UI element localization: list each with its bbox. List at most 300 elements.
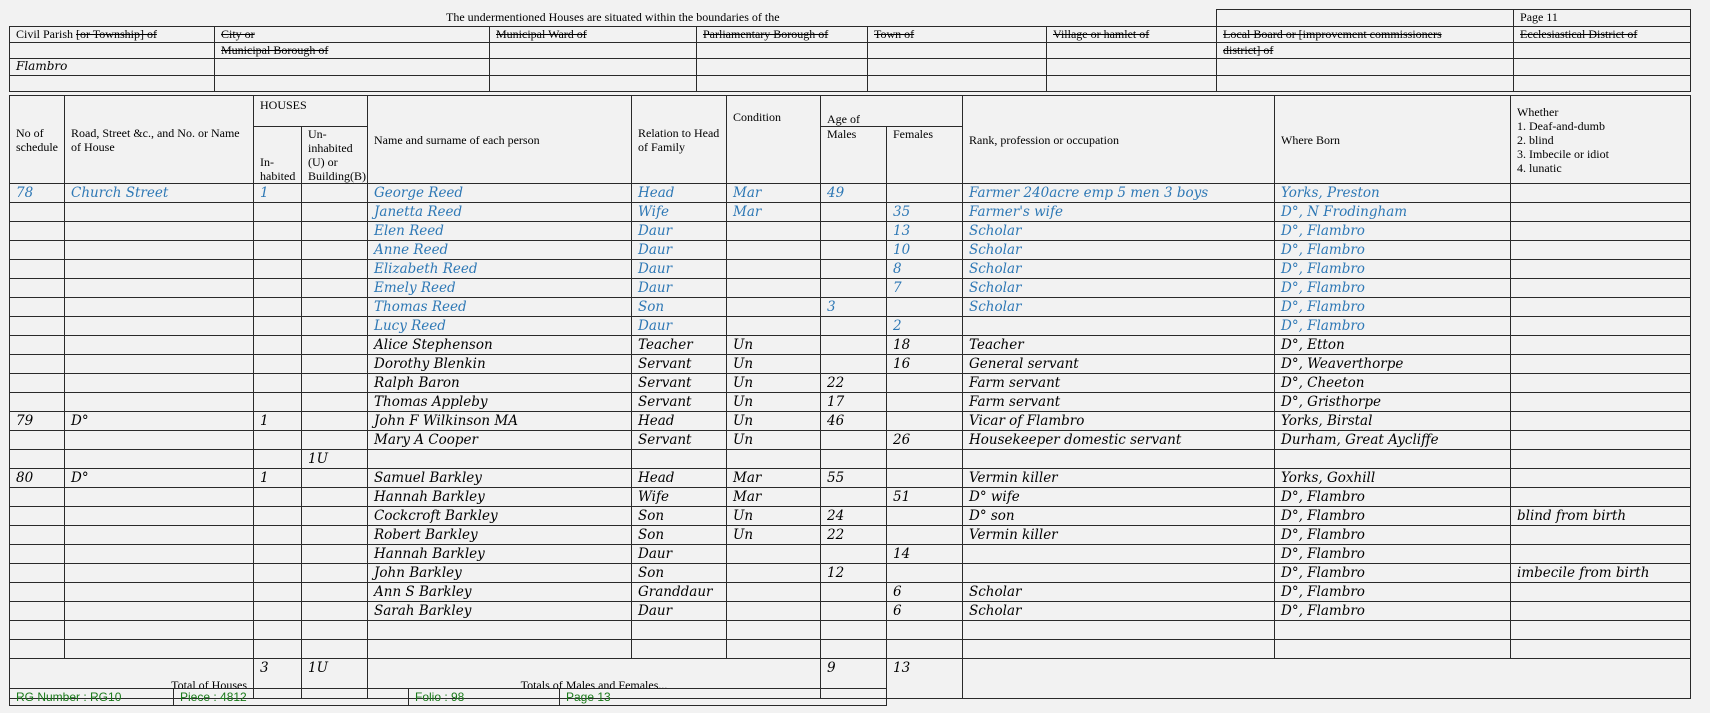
relation: Daur (632, 260, 727, 279)
age-female (887, 450, 963, 469)
person-name (368, 450, 632, 469)
occupation: Vermin killer (963, 526, 1275, 545)
infirmity (1511, 602, 1691, 621)
occupation: Scholar (963, 260, 1275, 279)
age-male (821, 602, 887, 621)
uninhabited-count (302, 602, 368, 621)
census-sheet (9, 9, 1690, 699)
age-male (821, 639, 887, 658)
schedule-no (10, 639, 65, 658)
age-male: 46 (821, 412, 887, 431)
table-row (10, 279, 1691, 298)
uninhabited-count (302, 393, 368, 412)
inhabited-count (254, 488, 302, 507)
parish-value: Flambro (10, 59, 215, 76)
inhabited-count (254, 621, 302, 640)
uninhabited-count (302, 488, 368, 507)
inhabited-count: 1 (254, 412, 302, 431)
where-born: Yorks, Goxhill (1275, 469, 1511, 488)
road-name (65, 260, 254, 279)
table-row (10, 431, 1691, 450)
road-name: D° (65, 412, 254, 431)
uninhabited-count (302, 431, 368, 450)
census-table (9, 95, 1691, 699)
age-female (887, 393, 963, 412)
table-row (10, 412, 1691, 431)
where-born: Yorks, Birstal (1275, 412, 1511, 431)
road-name: Church Street (65, 184, 254, 203)
where-born: D°, Flambro (1275, 507, 1511, 526)
relation: Servant (632, 431, 727, 450)
occupation (963, 545, 1275, 564)
where-born: D°, Flambro (1275, 488, 1511, 507)
condition (727, 639, 821, 658)
condition: Un (727, 393, 821, 412)
road-name (65, 317, 254, 336)
age-male: 24 (821, 507, 887, 526)
road-name (65, 336, 254, 355)
road-name (65, 583, 254, 602)
col-condition: Condition (727, 96, 821, 184)
table-row (10, 469, 1691, 488)
infirmity (1511, 184, 1691, 203)
age-male (821, 583, 887, 602)
schedule-no (10, 602, 65, 621)
inhabited-count (254, 393, 302, 412)
schedule-no (10, 545, 65, 564)
col-females: Females (887, 127, 963, 184)
relation: Servant (632, 393, 727, 412)
piece-number: Piece : 4812 (174, 689, 409, 705)
occupation: Farm servant (963, 393, 1275, 412)
inhabited-count (254, 431, 302, 450)
age-female: 18 (887, 336, 963, 355)
infirmity (1511, 431, 1691, 450)
condition (727, 317, 821, 336)
age-female (887, 374, 963, 393)
road-name (65, 526, 254, 545)
age-female: 16 (887, 355, 963, 374)
person-name: Ralph Baron (368, 374, 632, 393)
occupation: Scholar (963, 602, 1275, 621)
col-uninhabited: Un-inhabited (U) or Building(B) (302, 127, 368, 184)
age-female (887, 639, 963, 658)
person-name: Emely Reed (368, 279, 632, 298)
col-whether: Whether 1. Deaf-and-dumb 2. blind 3. Imbecile or idiot 4. lunatic (1511, 96, 1691, 184)
condition (727, 222, 821, 241)
condition (727, 583, 821, 602)
age-female: 35 (887, 203, 963, 222)
inhabited-count (254, 583, 302, 602)
table-row (10, 621, 1691, 640)
where-born: D°, Etton (1275, 336, 1511, 355)
city-label: City or (215, 27, 490, 43)
schedule-no (10, 374, 65, 393)
road-name (65, 222, 254, 241)
age-female (887, 469, 963, 488)
road-name (65, 564, 254, 583)
relation: Daur (632, 317, 727, 336)
occupation (963, 564, 1275, 583)
occupation: Farm servant (963, 374, 1275, 393)
person-name: George Reed (368, 184, 632, 203)
occupation: D° son (963, 507, 1275, 526)
occupation (963, 450, 1275, 469)
uninhabited-count (302, 260, 368, 279)
table-row (10, 639, 1691, 658)
schedule-no (10, 583, 65, 602)
person-name: Lucy Reed (368, 317, 632, 336)
uninhabited-count (302, 639, 368, 658)
age-female (887, 184, 963, 203)
schedule-no (10, 507, 65, 526)
uninhabited-count (302, 507, 368, 526)
col-name: Name and surname of each person (368, 96, 632, 184)
age-female: 6 (887, 583, 963, 602)
age-female: 6 (887, 602, 963, 621)
col-males: Males (821, 127, 887, 184)
person-name: Hannah Barkley (368, 545, 632, 564)
schedule-no (10, 526, 65, 545)
total-persons-label: Totals of Males and Females... (368, 658, 821, 698)
road-name (65, 545, 254, 564)
uninhabited-count (302, 545, 368, 564)
age-female: 51 (887, 488, 963, 507)
age-male: 22 (821, 526, 887, 545)
condition (727, 298, 821, 317)
age-female (887, 298, 963, 317)
age-male (821, 279, 887, 298)
inhabited-count (254, 203, 302, 222)
where-born: D°, Weaverthorpe (1275, 355, 1511, 374)
occupation: Vicar of Flambro (963, 412, 1275, 431)
age-male (821, 222, 887, 241)
total-females: 13 (887, 658, 963, 698)
inhabited-count (254, 374, 302, 393)
infirmity (1511, 336, 1691, 355)
inhabited-count (254, 222, 302, 241)
table-row (10, 602, 1691, 621)
person-name (368, 639, 632, 658)
infirmity (1511, 583, 1691, 602)
age-female: 8 (887, 260, 963, 279)
age-female (887, 564, 963, 583)
age-male (821, 203, 887, 222)
condition (727, 241, 821, 260)
inhabited-count (254, 507, 302, 526)
age-male (821, 621, 887, 640)
condition (727, 621, 821, 640)
condition (727, 545, 821, 564)
relation: Son (632, 564, 727, 583)
condition (727, 260, 821, 279)
age-male: 17 (821, 393, 887, 412)
relation: Wife (632, 203, 727, 222)
infirmity (1511, 488, 1691, 507)
inhabited-count: 1 (254, 184, 302, 203)
where-born: D°, Flambro (1275, 602, 1511, 621)
schedule-no: 79 (10, 412, 65, 431)
table-row (10, 203, 1691, 222)
age-male (821, 317, 887, 336)
condition (727, 564, 821, 583)
uninhabited-count (302, 317, 368, 336)
inhabited-count (254, 298, 302, 317)
person-name: Ann S Barkley (368, 583, 632, 602)
col-where-born: Where Born (1275, 96, 1511, 184)
age-female: 10 (887, 241, 963, 260)
schedule-no (10, 222, 65, 241)
uninhabited-count: 1U (302, 450, 368, 469)
header-blank (1217, 10, 1514, 27)
where-born: D°, Flambro (1275, 317, 1511, 336)
inhabited-count (254, 526, 302, 545)
uninhabited-count (302, 621, 368, 640)
total-inhabited: 3 (254, 658, 302, 698)
where-born (1275, 621, 1511, 640)
where-born: D°, Flambro (1275, 260, 1511, 279)
header-table (9, 9, 1691, 92)
schedule-no (10, 450, 65, 469)
road-name (65, 241, 254, 260)
inhabited-count: 1 (254, 469, 302, 488)
infirmity (1511, 450, 1691, 469)
table-row (10, 374, 1691, 393)
where-born: D°, Gristhorpe (1275, 393, 1511, 412)
col-rank: Rank, profession or occupation (963, 96, 1275, 184)
person-name: Robert Barkley (368, 526, 632, 545)
relation: Head (632, 412, 727, 431)
village-label: Village or hamlet of (1047, 27, 1217, 43)
schedule-no (10, 431, 65, 450)
age-male (821, 260, 887, 279)
uninhabited-count (302, 203, 368, 222)
person-name: Janetta Reed (368, 203, 632, 222)
col-no-schedule: No of schedule (10, 96, 65, 184)
infirmity (1511, 639, 1691, 658)
uninhabited-count (302, 355, 368, 374)
person-name: Elizabeth Reed (368, 260, 632, 279)
relation (632, 639, 727, 658)
relation: Daur (632, 222, 727, 241)
relation: Head (632, 184, 727, 203)
table-row (10, 450, 1691, 469)
relation: Son (632, 298, 727, 317)
infirmity (1511, 317, 1691, 336)
where-born: D°, Cheeton (1275, 374, 1511, 393)
occupation (963, 621, 1275, 640)
inhabited-count (254, 260, 302, 279)
parliamentary-borough-label: Parliamentary Borough of (697, 27, 868, 43)
age-female: 2 (887, 317, 963, 336)
where-born: D°, Flambro (1275, 545, 1511, 564)
condition (727, 602, 821, 621)
col-age-of: Age of (821, 96, 963, 127)
district-label: district] of (1217, 43, 1514, 59)
relation: Head (632, 469, 727, 488)
road-name (65, 431, 254, 450)
occupation: Scholar (963, 241, 1275, 260)
schedule-no (10, 241, 65, 260)
relation: Wife (632, 488, 727, 507)
where-born: D°, Flambro (1275, 564, 1511, 583)
schedule-no (10, 279, 65, 298)
infirmity (1511, 241, 1691, 260)
road-name (65, 355, 254, 374)
where-born: D°, Flambro (1275, 526, 1511, 545)
relation: Son (632, 526, 727, 545)
schedule-no (10, 488, 65, 507)
town-label: Town of (868, 27, 1047, 43)
infirmity (1511, 545, 1691, 564)
age-male (821, 488, 887, 507)
infirmity (1511, 526, 1691, 545)
age-female (887, 412, 963, 431)
where-born: Yorks, Preston (1275, 184, 1511, 203)
road-name (65, 203, 254, 222)
where-born (1275, 450, 1511, 469)
page-number: Page 13 (566, 690, 611, 704)
person-name: Cockcroft Barkley (368, 507, 632, 526)
inhabited-count (254, 602, 302, 621)
condition: Mar (727, 469, 821, 488)
where-born: D°, Flambro (1275, 279, 1511, 298)
inhabited-count (254, 564, 302, 583)
inhabited-count (254, 317, 302, 336)
road-name (65, 450, 254, 469)
page-label: Page 11 (1514, 10, 1691, 27)
schedule-no (10, 621, 65, 640)
col-houses: HOUSES (254, 96, 368, 127)
total-blank (963, 658, 1691, 698)
age-male (821, 355, 887, 374)
age-female: 14 (887, 545, 963, 564)
age-female (887, 526, 963, 545)
uninhabited-count (302, 279, 368, 298)
person-name: Thomas Appleby (368, 393, 632, 412)
table-row (10, 184, 1691, 203)
age-female (887, 621, 963, 640)
age-male: 49 (821, 184, 887, 203)
table-row (10, 507, 1691, 526)
condition: Mar (727, 184, 821, 203)
person-name: Thomas Reed (368, 298, 632, 317)
person-name: Mary A Cooper (368, 431, 632, 450)
table-row (10, 583, 1691, 602)
col-inhabited: In-habited (254, 127, 302, 184)
relation: Servant (632, 374, 727, 393)
schedule-no (10, 336, 65, 355)
relation: Servant (632, 355, 727, 374)
road-name (65, 298, 254, 317)
infirmity (1511, 222, 1691, 241)
table-row (10, 488, 1691, 507)
empty-cell (10, 43, 215, 59)
uninhabited-count (302, 336, 368, 355)
uninhabited-count (302, 222, 368, 241)
road-name (65, 488, 254, 507)
occupation: Scholar (963, 583, 1275, 602)
col-relation: Relation to Head of Family (632, 96, 727, 184)
occupation: General servant (963, 355, 1275, 374)
schedule-no (10, 393, 65, 412)
road-name (65, 374, 254, 393)
condition: Un (727, 336, 821, 355)
condition: Un (727, 355, 821, 374)
occupation: Scholar (963, 298, 1275, 317)
schedule-no (10, 564, 65, 583)
local-board-label: Local Board or [improvement commissioners (1217, 27, 1514, 43)
relation: Granddaur (632, 583, 727, 602)
where-born (1275, 639, 1511, 658)
age-female (887, 507, 963, 526)
infirmity (1511, 393, 1691, 412)
relation: Daur (632, 545, 727, 564)
table-row (10, 336, 1691, 355)
age-male (821, 450, 887, 469)
schedule-no: 78 (10, 184, 65, 203)
condition: Mar (727, 488, 821, 507)
age-male: 55 (821, 469, 887, 488)
occupation: Farmer's wife (963, 203, 1275, 222)
occupation (963, 639, 1275, 658)
age-female: 7 (887, 279, 963, 298)
infirmity (1511, 203, 1691, 222)
infirmity: blind from birth (1511, 507, 1691, 526)
person-name: John F Wilkinson MA (368, 412, 632, 431)
occupation: Scholar (963, 222, 1275, 241)
infirmity (1511, 260, 1691, 279)
table-row (10, 355, 1691, 374)
infirmity (1511, 621, 1691, 640)
relation: Son (632, 507, 727, 526)
footer-bar (9, 688, 887, 706)
person-name: Samuel Barkley (368, 469, 632, 488)
condition (727, 450, 821, 469)
infirmity (1511, 355, 1691, 374)
where-born: D°, Flambro (1275, 222, 1511, 241)
municipal-borough-label: Municipal Borough of (215, 43, 490, 59)
schedule-no (10, 298, 65, 317)
schedule-no (10, 355, 65, 374)
age-male (821, 241, 887, 260)
road-name (65, 393, 254, 412)
condition: Un (727, 374, 821, 393)
table-row (10, 298, 1691, 317)
road-name (65, 602, 254, 621)
age-male: 12 (821, 564, 887, 583)
road-name (65, 639, 254, 658)
relation: Daur (632, 602, 727, 621)
road-name (65, 279, 254, 298)
condition: Un (727, 526, 821, 545)
person-name: John Barkley (368, 564, 632, 583)
person-name: Hannah Barkley (368, 488, 632, 507)
occupation: Teacher (963, 336, 1275, 355)
where-born: D°, Flambro (1275, 241, 1511, 260)
table-row (10, 317, 1691, 336)
occupation: Housekeeper domestic servant (963, 431, 1275, 450)
table-row (10, 526, 1691, 545)
schedule-no (10, 203, 65, 222)
infirmity (1511, 412, 1691, 431)
occupation (963, 317, 1275, 336)
road-name: D° (65, 469, 254, 488)
relation: Daur (632, 279, 727, 298)
uninhabited-count (302, 184, 368, 203)
age-male: 22 (821, 374, 887, 393)
condition: Un (727, 412, 821, 431)
